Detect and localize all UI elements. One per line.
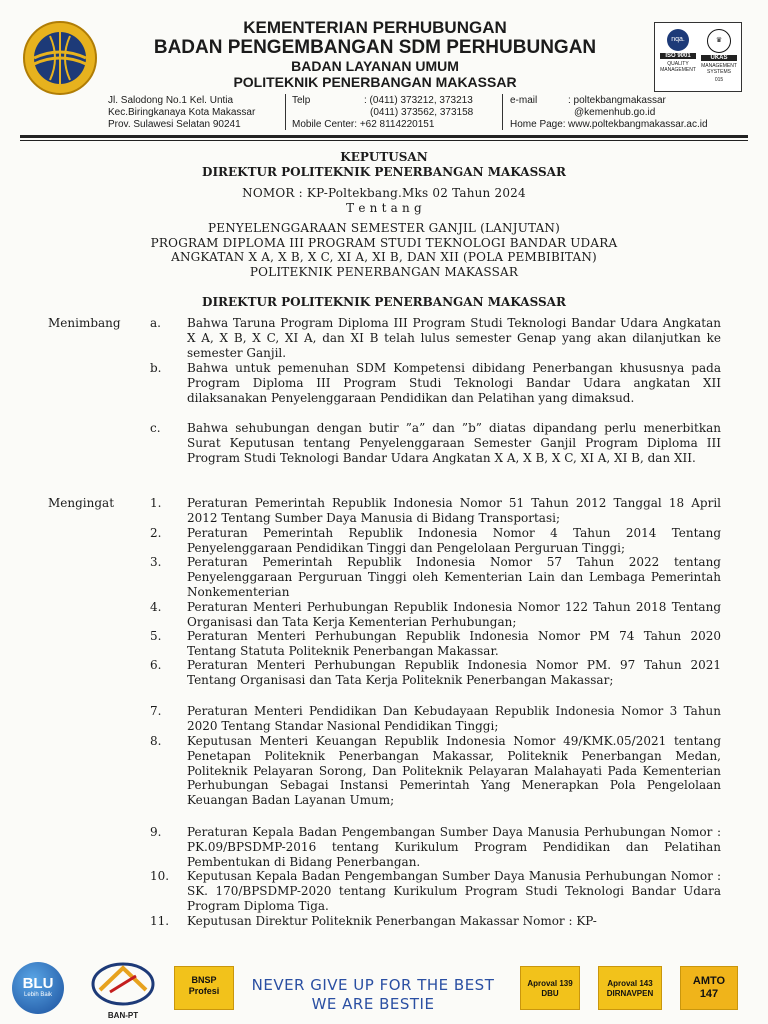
doc-type: KEPUTUSAN: [340, 150, 428, 164]
mengingat-label: Mengingat: [48, 496, 115, 510]
menimbang-item: Bahwa Taruna Program Diploma III Program Studi Teknologi Bandar Udara Angkatan X A, X B, X C, XI A, dan XI B telah lulus semester Genap yang akan dilanjutkan ke semester Ganjil.: [187, 316, 721, 360]
menimbang-label: Menimbang: [48, 316, 121, 330]
amto-147-badge: AMTO 147: [680, 966, 738, 1010]
iso-9001-badge: nqa. ISO 9001 QUALITY MANAGEMENT: [660, 27, 696, 85]
footer-slogan: NEVER GIVE UP FOR THE BEST WE ARE BESTIE: [251, 976, 495, 1013]
mengingat-item: Peraturan Pemerintah Republik Indonesia Nomor 51 Tahun 2012 Tanggal 18 April 2012 Tentang Sumber Daya Manusia di Bidang Transportasi;: [187, 496, 721, 525]
letterhead-ministry: KEMENTERIAN PERHUBUNGAN: [243, 18, 507, 37]
mengingat-item: Peraturan Kepala Badan Pengembangan Sumber Daya Manusia Perhubungan Nomor : PK.09/BPSDMP-2016 tentang Kurikulum Program Pendidikan dan Pelatihan Pembentukan di Bidang Penerbangan.: [187, 825, 721, 869]
letterhead-divider: [20, 135, 748, 138]
letterhead-blu: BADAN LAYANAN UMUM: [291, 58, 459, 74]
menimbang-item: Bahwa sehubungan dengan butir ”a” dan ”b” diatas dipandang perlu menerbitkan Surat Keputusan tentang Penyelenggaraan Semester Ganjil Program Diploma III Program Studi Teknologi Bandar Udara Angkatan X A, X B, X C, XI A, XI B, dan XII.: [187, 421, 721, 465]
kemenhub-logo: [20, 18, 100, 98]
letterhead-agency: BADAN PENGEMBANGAN SDM PERHUBUNGAN: [153, 37, 597, 58]
letterhead-phone: Telp Mobile Center: +62 8114220151: [292, 95, 435, 130]
mengingat-item: Keputusan Kepala Badan Pengembangan Sumber Daya Manusia Perhubungan Nomor : SK. 170/BPSDMP-2020 tentang Kurikulum Program Studi Teknologi Bandar Udara Program Diploma Tiga.: [187, 869, 721, 913]
doc-subject: PENYELENGGARAAN SEMESTER GANJIL (LANJUTAN) PROGRAM DIPLOMA III PROGRAM STUDI TEKNOLOGI BANDAR UDARA ANGKATAN X A, X B, X C, XI A, XI B, DAN XII (POLA PEMBIBITAN) POLITEKNIK PENERBANGAN MAKASSAR: [150, 221, 618, 279]
bnsp-badge: BNSP Profesi: [174, 966, 234, 1010]
mengingat-item: Keputusan Menteri Keuangan Republik Indonesia Nomor 49/KMK.05/2021 tentang Penetapan Politeknik Penerbangan Makassar, Politeknik Penerbangan Medan, Politeknik Pelayaran Sorong, Dan Politeknik Pelayaran Malahayati Pada Kementerian Perhubungan Sebagai Instansi Pemerintah Yang Menerapkan Pola Pengelolaan Keuangan Badan Layanan Umum;: [187, 734, 721, 808]
mengingat-item: Peraturan Menteri Perhubungan Republik Indonesia Nomor PM. 97 Tahun 2021 Tentang Organisasi dan Tata Kerja Politeknik Penerbangan Makassar;: [187, 658, 721, 687]
doc-tentang: T e n t a n g: [346, 201, 422, 215]
letterhead-institution: POLITEKNIK PENERBANGAN MAKASSAR: [233, 74, 517, 90]
crown-icon: ♛: [707, 29, 731, 53]
menimbang-item: Bahwa untuk pemenuhan SDM Kompetensi dibidang Penerbangan khususnya pada Program Diploma III Program Studi Teknologi Bandar Udara angkatan XII dilaksanakan Penyelenggaraan Pendidikan dan Pelatihan yang dimaksud.: [187, 361, 721, 405]
aproval-143-badge: Aproval 143 DIRNAVPEN: [598, 966, 662, 1010]
mengingat-item: Peraturan Menteri Pendidikan Dan Kebudayaan Republik Indonesia Nomor 3 Tahun 2020 Tentang Standar Nasional Pendidikan Tinggi;: [187, 704, 721, 733]
doc-issuer: DIREKTUR POLITEKNIK PENERBANGAN MAKASSAR: [202, 165, 566, 179]
letterhead-address: Jl. Salodong No.1 Kel. Untia Kec.Biringkanaya Kota Makassar Prov. Sulawesi Selatan 90241: [108, 95, 256, 130]
blu-logo: BLU Lebih Baik: [12, 962, 64, 1014]
mengingat-item: Peraturan Menteri Perhubungan Republik Indonesia Nomor PM 74 Tahun 2020 Tentang Statuta Politeknik Penerbangan Makassar.: [187, 629, 721, 658]
ukas-badge: ♛ UKAS MANAGEMENT SYSTEMS 015: [701, 27, 737, 85]
mengingat-item: Keputusan Direktur Politeknik Penerbangan Makassar Nomor : KP-: [187, 914, 597, 928]
mengingat-item: Peraturan Pemerintah Republik Indonesia Nomor 4 Tahun 2014 Tentang Penyelenggaraan Pendidikan Tinggi dan Pengelolaan Perguruan Tinggi;: [187, 526, 721, 555]
aproval-139-badge: Aproval 139 DBU: [520, 966, 580, 1010]
mengingat-item: Peraturan Menteri Perhubungan Republik Indonesia Nomor 122 Tahun 2018 Tentang Organisasi dan Tata Kerja Kementerian Perhubungan;: [187, 600, 721, 629]
ban-pt-emblem-icon: [90, 962, 156, 1006]
letterhead-phone-numbers: : (0411) 373212, 373213 (0411) 373562, 373158: [364, 95, 474, 118]
doc-issuer-2: DIREKTUR POLITEKNIK PENERBANGAN MAKASSAR: [202, 295, 566, 309]
mengingat-item: Peraturan Pemerintah Republik Indonesia Nomor 57 Tahun 2022 tentang Penyelenggaraan Perguruan Tinggi oleh Kementerian Lain dan Lembaga Pemerintah Nonkementerian: [187, 555, 721, 599]
certification-badges: [654, 22, 742, 92]
doc-number: NOMOR : KP-Poltekbang.Mks 02 Tahun 2024: [242, 186, 526, 200]
letterhead-email: : poltekbangmakassar @kemenhub.go.id www.poltekbangmakassar.ac.id: [568, 95, 708, 130]
letterhead-email-label: e-mail Home Page:: [510, 95, 566, 130]
ban-pt-logo: BAN-PT: [90, 962, 156, 1018]
